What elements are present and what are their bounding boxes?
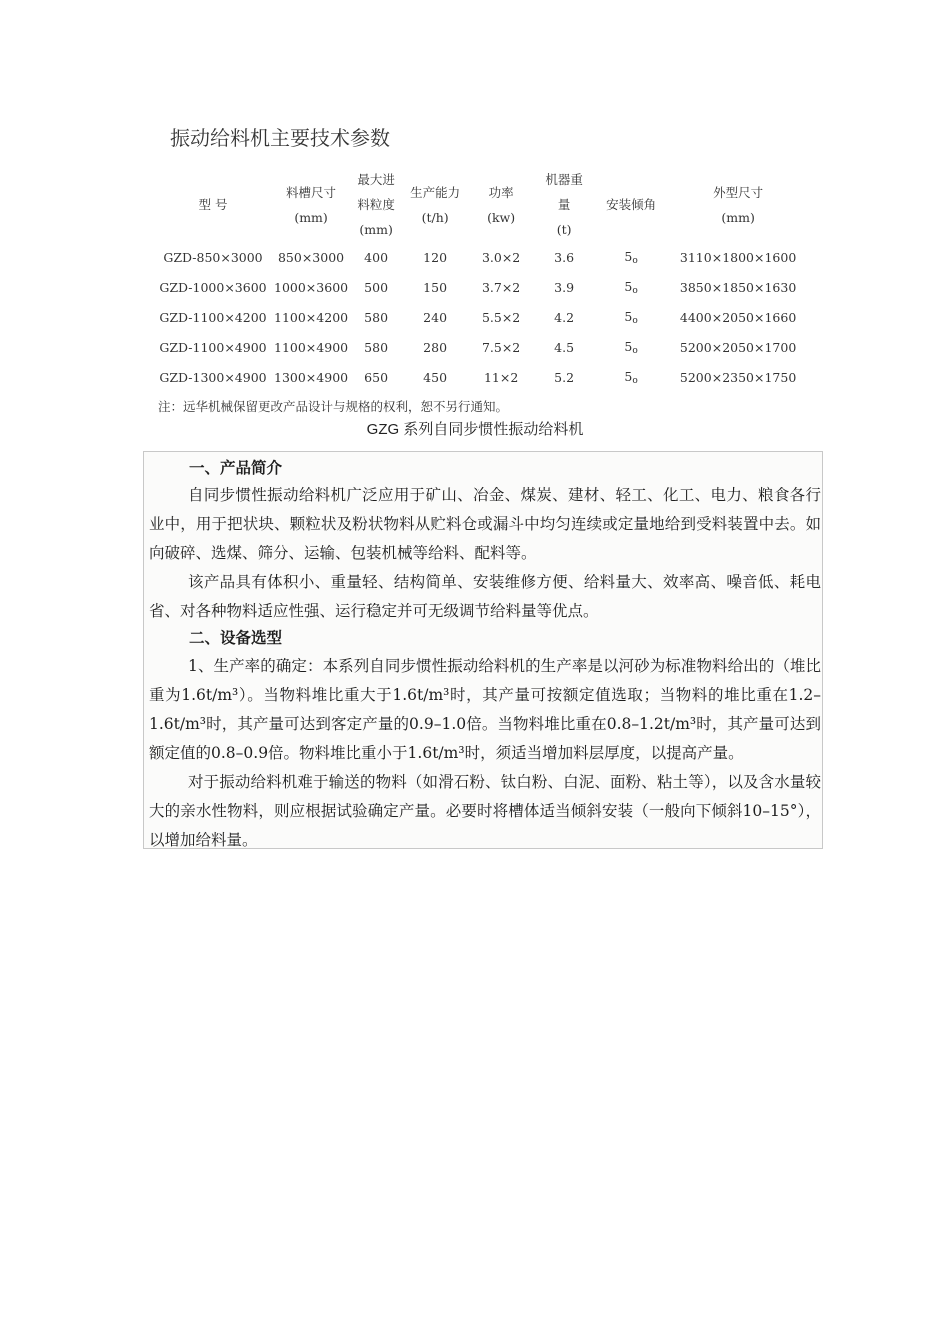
col-header-weight: 机器重 量 (t)	[545, 172, 583, 237]
table-row	[155, 302, 809, 332]
table-cell: GZD-1000×3600	[159, 279, 267, 295]
table-cell: 150	[423, 279, 448, 295]
table-cell: 4400×2050×1660	[679, 309, 797, 325]
table-cell: 400	[364, 249, 389, 265]
table-cell: 650	[364, 369, 389, 385]
col-header-model: 型 号	[198, 197, 228, 212]
paragraph-special-materials: 对于振动给料机难于输送的物料（如滑石粉、钛白粉、白泥、面粉、粘土等），以及含水量较大的亲水性物料，则应根据试验确定产量。必要时将槽体适当倾斜安装（一般向下倾斜10–15°），以增加给料量。	[149, 773, 821, 849]
table-cell: 3850×1850×1630	[679, 279, 797, 295]
table-header-row	[155, 167, 809, 242]
table-cell: 5.5×2	[481, 309, 521, 325]
table-cell: GZD-1100×4900	[159, 339, 267, 355]
table-row	[155, 332, 809, 362]
table-cell: 580	[364, 339, 389, 355]
table-cell: 450	[423, 369, 448, 385]
col-header-overall-size: 外型尺寸 (mm)	[713, 184, 764, 225]
col-header-trough-size: 料槽尺寸 (mm)	[286, 184, 337, 225]
table-cell: $5_o$	[624, 308, 638, 326]
footnote: 注：远华机械保留更改产品设计与规格的权利，恕不另行通知。	[158, 399, 509, 414]
table-row	[155, 362, 809, 392]
section-subtitle: GZG 系列自同步惯性振动给料机	[366, 421, 584, 438]
table-cell: 5.2	[554, 369, 575, 385]
degree-mark: o	[632, 375, 638, 386]
table-cell: 3.6	[554, 249, 575, 265]
table-cell: $5_o$	[624, 338, 638, 356]
paragraph-applications: 自同步惯性振动给料机广泛应用于矿山、冶金、煤炭、建材、轻工、化工、电力、粮食各行业中，用于把状块、颗粒状及粉状物料从贮料仓或漏斗中均匀连续或定量地给到受料装置中去。如向破碎、选煤、筛分、运输、包装机械等给料、配料等。	[149, 486, 821, 562]
table-cell: 4.5	[554, 339, 575, 355]
table-row	[155, 272, 809, 302]
degree-mark: o	[632, 315, 638, 326]
table-cell: 3110×1800×1600	[679, 249, 797, 265]
table-cell: 120	[423, 249, 448, 265]
table-cell: 240	[423, 309, 448, 325]
table-cell: 850×3000	[277, 249, 345, 265]
col-header-capacity: 生产能力 (t/h)	[410, 184, 461, 225]
scanned-intro-panel	[143, 451, 823, 849]
table-cell: 280	[423, 339, 448, 355]
col-header-power: 功率 (kw)	[487, 184, 516, 225]
table-cell: 3.0×2	[481, 249, 521, 265]
heading-product-intro: 一、产品简介	[189, 458, 283, 477]
table-cell: 1100×4200	[274, 309, 349, 325]
table-cell: 500	[364, 279, 389, 295]
heading-selection: 二、设备选型	[189, 628, 283, 647]
table-cell: 5200×2350×1750	[679, 369, 797, 385]
table-cell: 1000×3600	[274, 279, 349, 295]
table-cell: GZD-850×3000	[163, 249, 263, 265]
table-cell: 1300×4900	[274, 369, 349, 385]
table-cell: 3.9	[554, 279, 575, 295]
table-cell: $5_o$	[624, 368, 638, 386]
table-row	[155, 242, 809, 272]
degree-mark: o	[632, 345, 638, 356]
table-cell: $5_o$	[624, 248, 638, 266]
table-cell: GZD-1100×4200	[159, 309, 267, 325]
page-title: 振动给料机主要技术参数	[170, 126, 390, 150]
paragraph-advantages: 该产品具有体积小、重量轻、结构简单、安装维修方便、给料量大、效率高、噪音低、耗电省、对各种物料适应性强、运行稳定并可无级调节给料量等优点。	[149, 573, 821, 620]
table-cell: 11×2	[483, 369, 519, 385]
table-cell: GZD-1300×4900	[159, 369, 267, 385]
spec-table	[155, 167, 809, 392]
table-cell: 5200×2050×1700	[679, 339, 797, 355]
degree-mark: o	[632, 285, 638, 296]
table-cell: 7.5×2	[481, 339, 521, 355]
degree-mark: o	[632, 255, 638, 266]
col-header-install-angle: 安装倾角	[606, 197, 657, 212]
table-cell: $5_o$	[624, 278, 638, 296]
paragraph-capacity: 1、生产率的确定：本系列自同步惯性振动给料机的生产率是以河砂为标准物料给出的（堆比重为1.6t/m³）。当物料堆比重大于1.6t/m³时，其产量可按额定值选取；当物料的堆比重在1.2–1.6t/m³时，其产量可达到客定产量的0.9–1.0倍。当物料堆比重在0.8–1.2t/m³时，其产量可达到额定值的0.8–0.9倍。物料堆比重小于1.6t/m³时，须适当增加料层厚度，以提高产量。	[149, 657, 821, 762]
table-cell: 4.2	[554, 309, 575, 325]
col-header-max-feed-size: 最大进 料粒度 (mm)	[357, 172, 395, 237]
table-cell: 580	[364, 309, 389, 325]
table-cell: 1100×4900	[274, 339, 349, 355]
table-cell: 3.7×2	[481, 279, 521, 295]
